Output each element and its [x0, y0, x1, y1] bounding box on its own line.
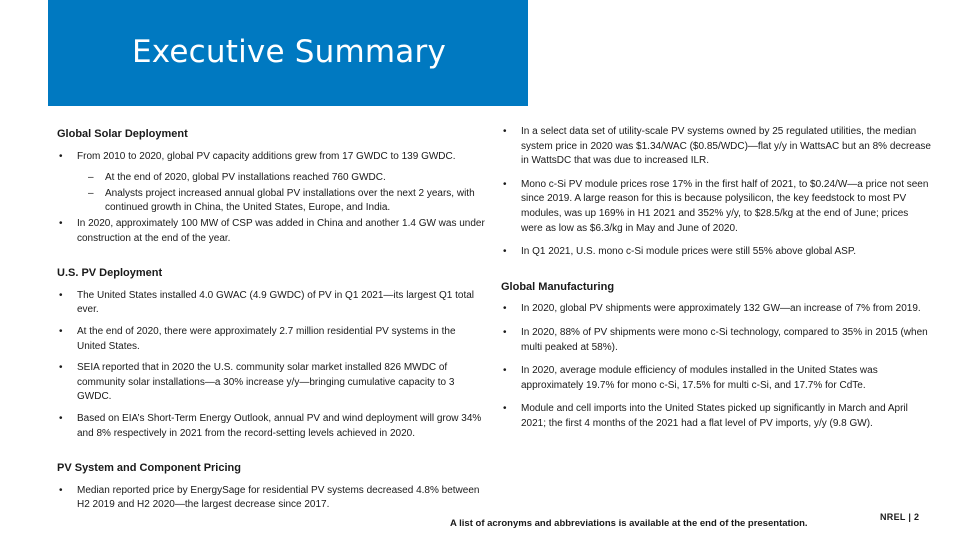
- pricing-section: [57, 461, 487, 513]
- footer-note: A list of acronyms and abbreviations is available at the end of the presentation.: [450, 518, 808, 529]
- bullet-item: • In 2020, approximately 100 MW of CSP was added in China and another 1.4 GW was under construction at the end of the year.: [57, 217, 487, 246]
- bullet-item: • In 2020, 88% of PV shipments were mono c-Si technology, compared to 35% in 2015 (when multi peaked at 58%).: [501, 326, 931, 355]
- bullet-item: • In a select data set of utility-scale PV systems owned by 25 regulated utilities, the median system price in 2020 was $1.34/WAC ($0.85/WDC)—flat y/y in WattsAC but an 8% decrease in WattsDC that was due to increased ILR.: [501, 125, 931, 169]
- section-heading: Global Manufacturing: [501, 280, 615, 293]
- bullet-item: • In 2020, global PV shipments were approximately 132 GW—an increase of 7% from 2019.: [501, 302, 931, 317]
- bullet-item: • Median reported price by EnergySage for residential PV systems decreased 4.8% between H2 2019 and H2 2020—the largest decrease since 2017.: [57, 484, 487, 513]
- left-column: [57, 127, 487, 533]
- bullet-item: • In Q1 2021, U.S. mono c-Si module prices were still 55% above global ASP.: [501, 245, 931, 260]
- bullet-item: • In 2020, average module efficiency of modules installed in the United States was approximately 19.7% for mono c-Si, 17.5% for multi c-Si, and 17.7% for CdTe.: [501, 364, 931, 393]
- bullet-item: • SEIA reported that in 2020 the U.S. community solar market installed 826 MWDC of community solar installations—a 30% increase y/y—bringing cumulative capacity to 3 GWDC.: [57, 361, 487, 405]
- bullet-item: • At the end of 2020, there were approximately 2.7 million residential PV systems in the United States.: [57, 325, 487, 354]
- bullet-item: • The United States installed 4.0 GWAC (4.9 GWDC) of PV in Q1 2021—its largest Q1 total ever.: [57, 289, 487, 318]
- global-manufacturing-section: [501, 280, 931, 432]
- bullet-item: • Module and cell imports into the United States picked up significantly in March and April 2021; the first 4 months of the 2021 had a flat level of PV imports, y/y (9.8 GW).: [501, 402, 931, 431]
- title-banner: [48, 0, 528, 106]
- right-column: [501, 125, 931, 452]
- bullet-item: • Mono c-Si PV module prices rose 17% in the first half of 2021, to $0.24/W—a price not seen since 2019. A large reason for this is because polysilicon, the key feedstock to most PV modules, was up 169% in H1 2021 and 352% y/y, to $28.5/kg at the end of June; prices were as low as $6.3/kg in May and June of 2020.: [501, 178, 931, 236]
- page-number: NREL | 2: [880, 512, 920, 522]
- section-heading: Global Solar Deployment: [57, 128, 188, 140]
- sub-bullet-item: – Analysts project increased annual global PV installations over the next 2 years, with continued growth in China, the United States, Europe, and India.: [57, 187, 487, 216]
- page-title: Executive Summary: [132, 34, 446, 70]
- sub-bullet-item: – At the end of 2020, global PV installations reached 760 GWDC.: [57, 171, 487, 186]
- us-pv-section: [57, 266, 487, 441]
- bullet-item: • Based on EIA’s Short-Term Energy Outlook, annual PV and wind deployment will grow 34% and 8% respectively in 2021 from the record-setting levels achieved in 2020.: [57, 412, 487, 441]
- global-solar-section: [57, 127, 487, 246]
- section-heading: U.S. PV Deployment: [57, 267, 163, 280]
- pricing-continued-section: [501, 125, 931, 260]
- bullet-item: • From 2010 to 2020, global PV capacity additions grew from 17 GWDC to 139 GWDC.: [57, 150, 487, 165]
- section-heading: PV System and Component Pricing: [57, 462, 241, 475]
